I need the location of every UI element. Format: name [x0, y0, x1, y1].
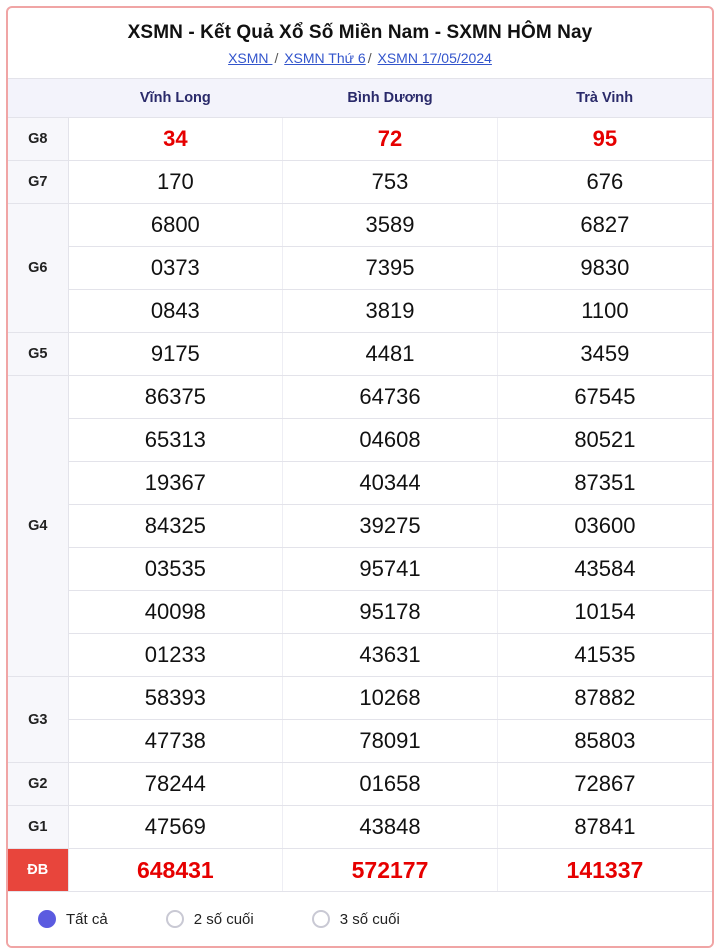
prize-number: 676 — [497, 161, 712, 204]
page-title: XSMN - Kết Quả Xổ Số Miền Nam - SXMN HÔM Nay — [127, 22, 593, 43]
prize-number: 03535 — [68, 548, 283, 591]
column-header-tra-vinh: Trà Vinh — [497, 79, 712, 118]
table-row — [8, 419, 712, 462]
prize-number: 65313 — [68, 419, 283, 462]
prize-number: 41535 — [497, 634, 712, 677]
prize-number: 141337 — [497, 849, 712, 892]
prize-number: 80521 — [497, 419, 712, 462]
filter-label-all: Tất cả — [66, 910, 108, 928]
prize-label: G4 — [8, 376, 68, 677]
prize-number: 7395 — [283, 247, 498, 290]
prize-label: G6 — [8, 204, 68, 333]
filter-label-last-3: 3 số cuối — [339, 910, 400, 928]
breadcrumb-separator-1: / — [274, 50, 279, 66]
table-row — [8, 161, 712, 204]
filter-option-last-2[interactable] — [166, 910, 254, 928]
prize-number: 34 — [68, 118, 283, 161]
prize-number: 753 — [283, 161, 498, 204]
prize-number: 0843 — [68, 290, 283, 333]
prize-number: 78244 — [68, 763, 283, 806]
table-row — [8, 333, 712, 376]
prize-number: 43584 — [497, 548, 712, 591]
table-row — [8, 806, 712, 849]
prize-label: G2 — [8, 763, 68, 806]
prize-number: 85803 — [497, 720, 712, 763]
prize-number: 3459 — [497, 333, 712, 376]
filter-group — [8, 892, 712, 946]
prize-number: 95 — [497, 118, 712, 161]
breadcrumb — [8, 50, 712, 78]
filter-option-all[interactable] — [38, 910, 108, 928]
prize-number: 78091 — [283, 720, 498, 763]
table-row — [8, 462, 712, 505]
prize-number: 87841 — [497, 806, 712, 849]
filter-option-last-3[interactable] — [312, 910, 400, 928]
radio-icon-last-2[interactable] — [166, 910, 184, 928]
radio-icon-all[interactable] — [38, 910, 56, 928]
table-row — [8, 204, 712, 247]
prize-number: 87882 — [497, 677, 712, 720]
table-row — [8, 763, 712, 806]
prize-number: 9175 — [68, 333, 283, 376]
prize-number: 04608 — [283, 419, 498, 462]
radio-icon-last-3[interactable] — [312, 910, 330, 928]
prize-number: 170 — [68, 161, 283, 204]
prize-number: 40098 — [68, 591, 283, 634]
table-row — [8, 677, 712, 720]
prize-number: 39275 — [283, 505, 498, 548]
column-header-binh-duong: Bình Dương — [283, 79, 498, 118]
prize-number: 72 — [283, 118, 498, 161]
table-head — [8, 79, 712, 118]
prize-number: 95178 — [283, 591, 498, 634]
table-row — [8, 505, 712, 548]
table-row — [8, 548, 712, 591]
column-header-vinh-long: Vĩnh Long — [68, 79, 283, 118]
lottery-results-table — [8, 78, 712, 892]
prize-label: G1 — [8, 806, 68, 849]
filter-label-last-2: 2 số cuối — [193, 910, 254, 928]
prize-number: 01233 — [68, 634, 283, 677]
table-row — [8, 634, 712, 677]
breadcrumb-separator-2: / — [367, 50, 372, 66]
table-row — [8, 376, 712, 419]
prize-number: 40344 — [283, 462, 498, 505]
prize-number: 84325 — [68, 505, 283, 548]
prize-number: 43631 — [283, 634, 498, 677]
prize-number: 6827 — [497, 204, 712, 247]
prize-number: 67545 — [497, 376, 712, 419]
prize-label: G7 — [8, 161, 68, 204]
prize-number: 10268 — [283, 677, 498, 720]
prize-number: 6800 — [68, 204, 283, 247]
prize-number: 10154 — [497, 591, 712, 634]
prize-label: G8 — [8, 118, 68, 161]
table-header-row — [8, 79, 712, 118]
prize-number: 648431 — [68, 849, 283, 892]
breadcrumb-item-date[interactable]: XSMN 17/05/2024 — [377, 50, 492, 66]
table-row — [8, 720, 712, 763]
prize-label: ĐB — [8, 849, 68, 892]
table-row — [8, 849, 712, 892]
prize-number: 03600 — [497, 505, 712, 548]
prize-number: 0373 — [68, 247, 283, 290]
table-corner-cell — [8, 79, 68, 118]
prize-label: G5 — [8, 333, 68, 376]
prize-number: 01658 — [283, 763, 498, 806]
prize-number: 3819 — [283, 290, 498, 333]
prize-number: 72867 — [497, 763, 712, 806]
prize-number: 9830 — [497, 247, 712, 290]
table-row — [8, 290, 712, 333]
prize-number: 47569 — [68, 806, 283, 849]
breadcrumb-item-weekday[interactable]: XSMN Thứ 6 — [284, 50, 366, 66]
prize-number: 19367 — [68, 462, 283, 505]
prize-number: 58393 — [68, 677, 283, 720]
prize-number: 3589 — [283, 204, 498, 247]
prize-number: 1100 — [497, 290, 712, 333]
prize-number: 47738 — [68, 720, 283, 763]
prize-label: G3 — [8, 677, 68, 763]
prize-number: 95741 — [283, 548, 498, 591]
breadcrumb-item-xsmn[interactable]: XSMN — [228, 50, 273, 66]
prize-number: 572177 — [283, 849, 498, 892]
result-card — [6, 6, 714, 948]
prize-number: 4481 — [283, 333, 498, 376]
table-row — [8, 591, 712, 634]
prize-number: 43848 — [283, 806, 498, 849]
prize-number: 87351 — [497, 462, 712, 505]
table-row — [8, 118, 712, 161]
table-row — [8, 247, 712, 290]
prize-number: 64736 — [283, 376, 498, 419]
prize-number: 86375 — [68, 376, 283, 419]
table-body — [8, 118, 712, 892]
